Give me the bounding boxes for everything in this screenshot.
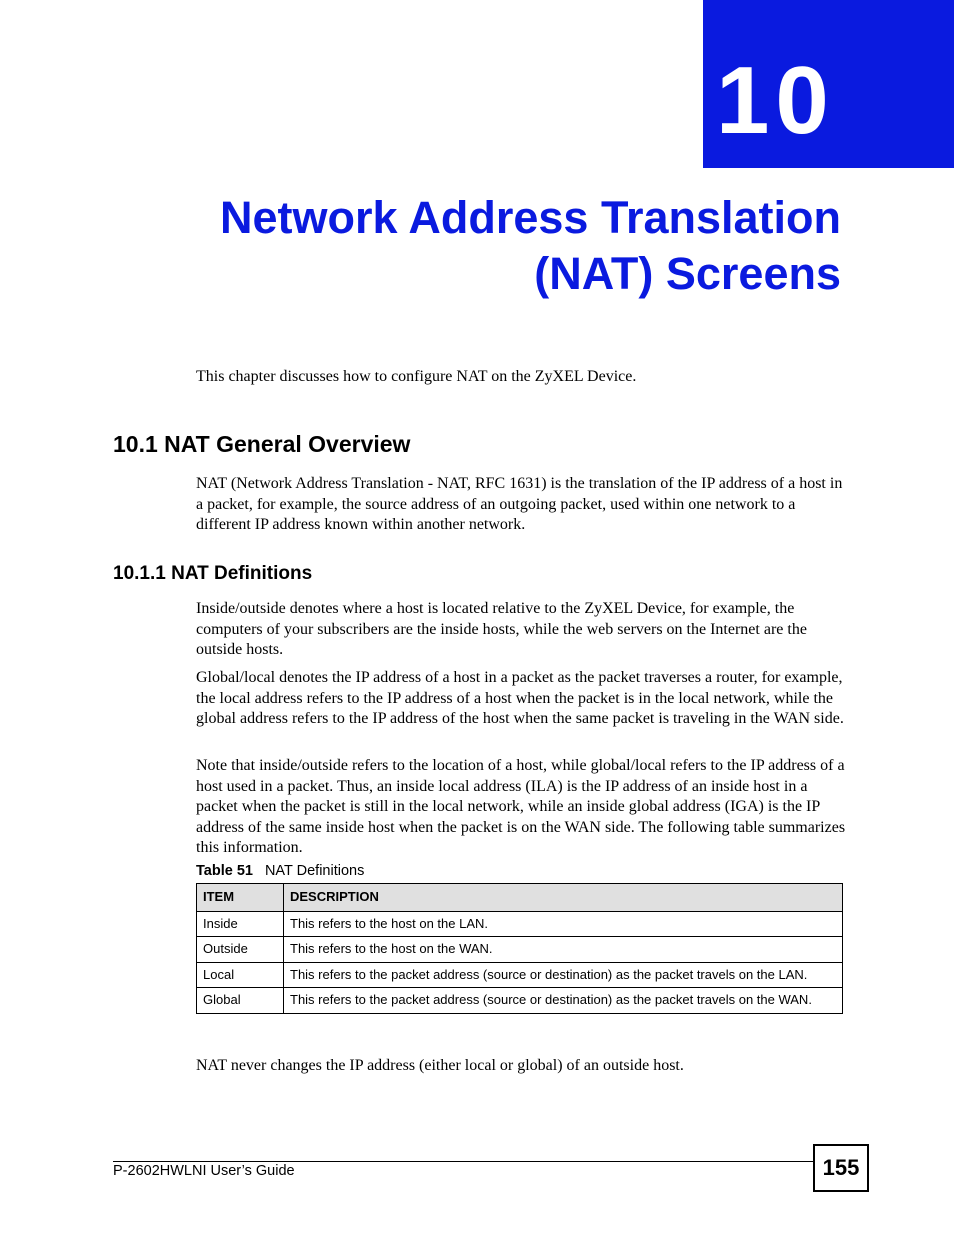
chapter-title-line2: (NAT) Screens bbox=[534, 248, 841, 299]
cell-item: Local bbox=[197, 962, 284, 988]
cell-item: Inside bbox=[197, 911, 284, 937]
section-body: NAT (Network Address Translation - NAT, RFC 1631) is the translation of the IP address of a host in a packet, for example, the source address of an outgoing packet, used within one network to a different IP address known within another network. bbox=[196, 475, 843, 533]
cell-item: Outside bbox=[197, 937, 284, 963]
header-item: ITEM bbox=[197, 884, 284, 912]
table-row bbox=[197, 962, 843, 988]
page-number: 155 bbox=[813, 1144, 869, 1192]
definitions-paragraph-2: Global/local denotes the IP address of a host in a packet as the packet traverses a router, for example, the local address refers to the IP address of a host when the packet is in the local network, while the global address refers to the IP address of the host when the same packet is traveling in the WAN side. bbox=[196, 669, 844, 727]
closing-paragraph: NAT never changes the IP address (either local or global) of an outside host. bbox=[196, 1057, 684, 1074]
cell-item: Global bbox=[197, 988, 284, 1014]
definitions-paragraph-1: Inside/outside denotes where a host is located relative to the ZyXEL Device, for example, the computers of your subscribers are the inside hosts, while the web servers on the Internet are the outside hosts. bbox=[196, 600, 807, 658]
table-row bbox=[197, 911, 843, 937]
chapter-number: 10 bbox=[716, 47, 835, 154]
chapter-title-line1: Network Address Translation bbox=[220, 192, 841, 243]
chapter-title bbox=[220, 190, 841, 302]
cell-description: This refers to the packet address (source or destination) as the packet travels on the WAN. bbox=[284, 988, 843, 1014]
table-row bbox=[197, 988, 843, 1014]
table-header-row bbox=[197, 884, 843, 912]
cell-description: This refers to the host on the WAN. bbox=[284, 937, 843, 963]
footer-guide-title: P-2602HWLNI User’s Guide bbox=[113, 1163, 295, 1179]
cell-description: This refers to the packet address (source or destination) as the packet travels on the LAN. bbox=[284, 962, 843, 988]
subsection-heading: 10.1.1 NAT Definitions bbox=[113, 563, 313, 584]
definitions-paragraph-3: Note that inside/outside refers to the location of a host, while global/local refers to the IP address of a host used in a packet. Thus, an inside local address (ILA) is the IP address of an inside host in a packet when the packet is still in the local network, while an inside global address (IGA) is the IP address of the same inside host when the packet is on the WAN side. The following table summarizes this information. bbox=[196, 757, 846, 856]
nat-definitions-table bbox=[196, 883, 843, 1014]
intro-paragraph: This chapter discusses how to configure NAT on the ZyXEL Device. bbox=[196, 368, 637, 385]
table-row bbox=[197, 937, 843, 963]
table-caption-label: Table 51 bbox=[196, 863, 253, 879]
cell-description: This refers to the host on the LAN. bbox=[284, 911, 843, 937]
section-heading: 10.1 NAT General Overview bbox=[113, 431, 411, 457]
header-description: DESCRIPTION bbox=[284, 884, 843, 912]
table-caption-title: NAT Definitions bbox=[264, 863, 365, 879]
table-caption bbox=[196, 862, 364, 880]
